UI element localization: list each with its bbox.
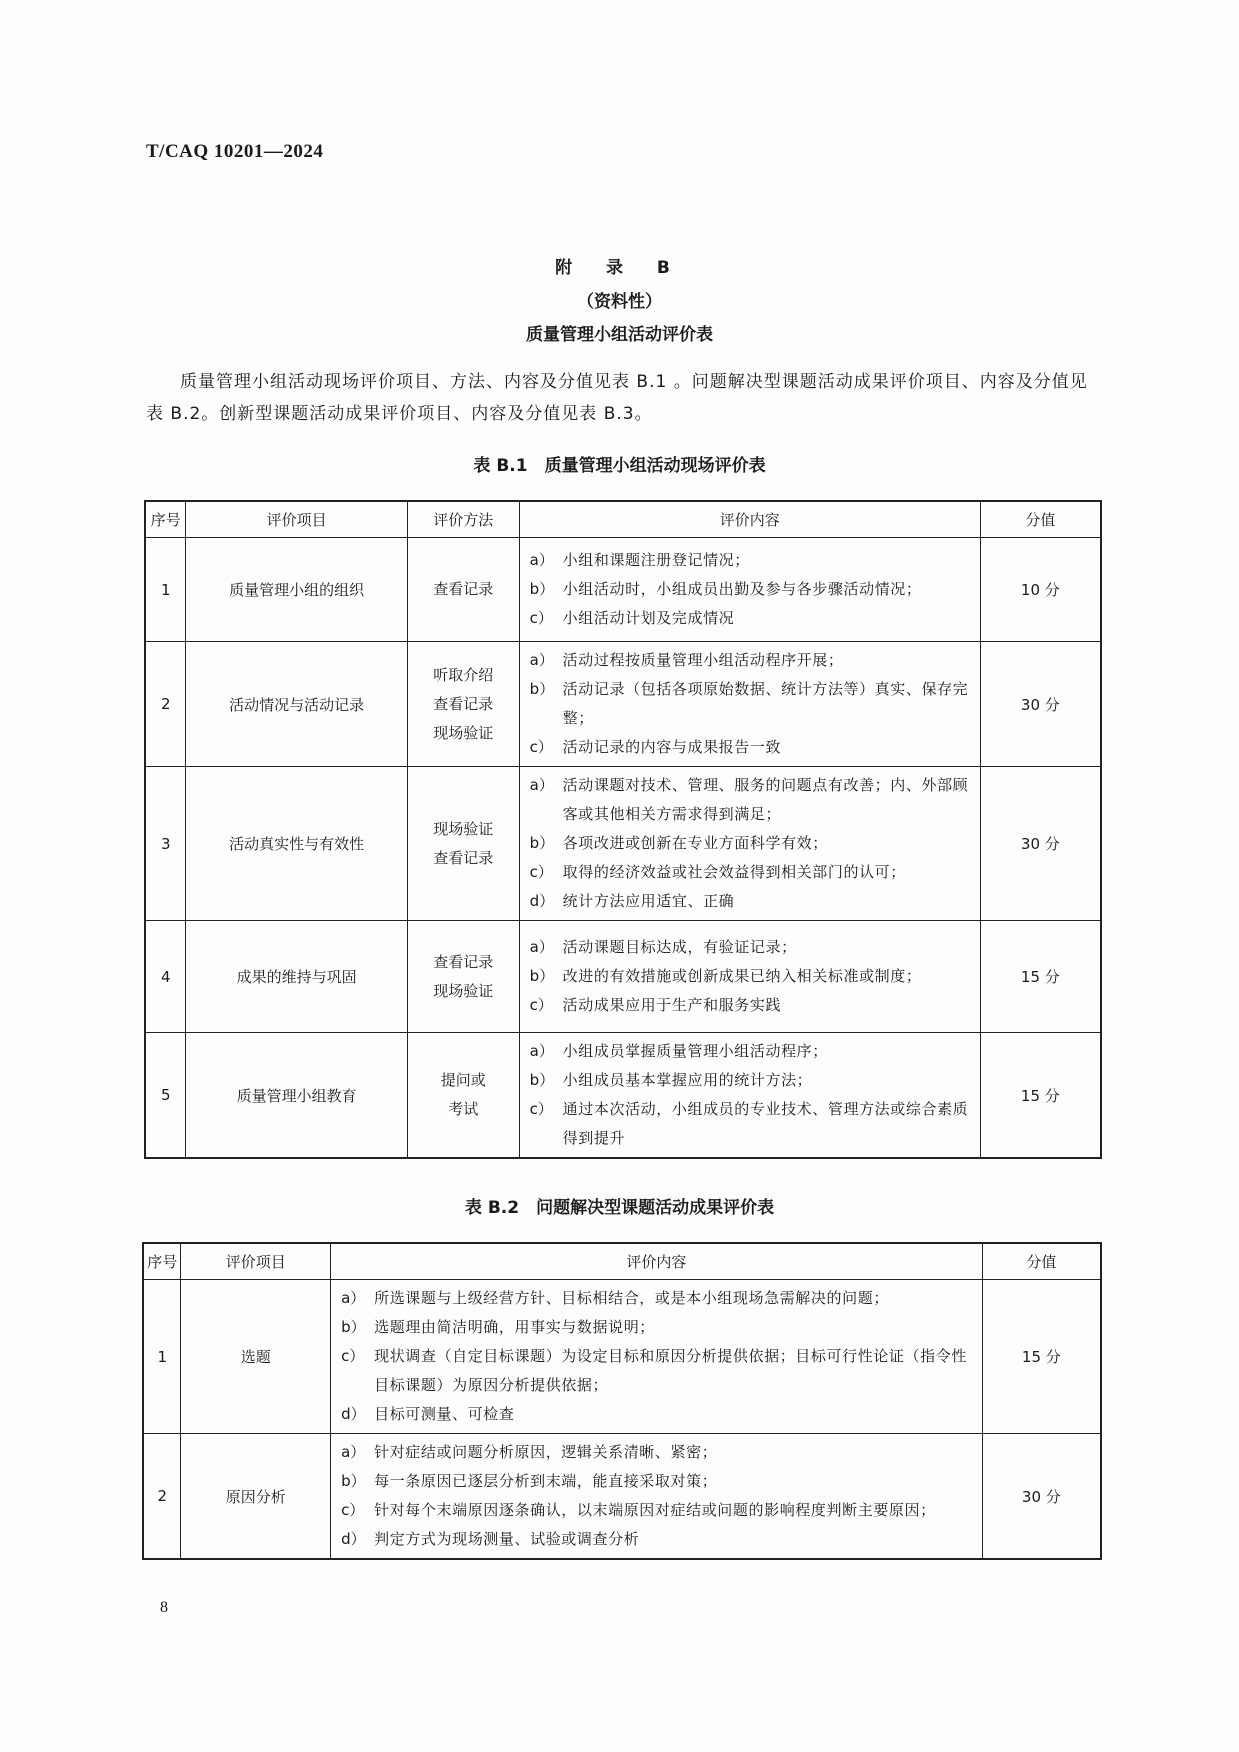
evaluation-method	[407, 1033, 519, 1159]
item-text: 针对症结或问题分析原因，逻辑关系清晰、紧密；	[374, 1443, 718, 1461]
score: 30 分	[980, 767, 1101, 921]
table-b2-header-row	[143, 1243, 1101, 1280]
appendix-title: 质量管理小组活动评价表	[526, 325, 713, 345]
item-label: a）	[529, 651, 554, 669]
content-cell	[331, 1280, 983, 1434]
header-cell: 评价内容	[519, 501, 980, 538]
evaluation-item: 活动情况与活动记录	[186, 642, 407, 767]
item-label: c）	[529, 863, 553, 881]
evaluation-item: 质量管理小组的组织	[186, 538, 407, 642]
item-label: b）	[529, 680, 555, 698]
content-cell	[519, 921, 980, 1033]
item-text: 活动过程按质量管理小组活动程序开展；	[562, 651, 844, 669]
item-label: b）	[529, 967, 555, 985]
header-cell: 分值	[980, 501, 1101, 538]
content-item	[530, 575, 972, 604]
header-cell: 评价项目	[186, 501, 407, 538]
score: 30 分	[980, 642, 1101, 767]
content-item	[341, 1284, 974, 1313]
content-item	[530, 858, 972, 887]
method-line: 查看记录	[433, 694, 494, 713]
row-number: 2	[145, 642, 186, 767]
header-cell: 评价方法	[407, 501, 519, 538]
item-text: 统计方法应用适宜、正确	[562, 892, 735, 910]
appendix-nature: （资料性）	[577, 292, 662, 312]
appendix-label: 附 录 B	[555, 258, 684, 278]
item-text: 改进的有效措施或创新成果已纳入相关标准或制度；	[562, 967, 922, 985]
table-b2-caption: 表 B.2 问题解决型课题活动成果评价表	[464, 1198, 775, 1218]
item-text: 活动课题对技术、管理、服务的问题点有改善；内、外部顾客或其他相关方需求得到满足；	[562, 776, 969, 823]
score: 30 分	[982, 1434, 1101, 1560]
evaluation-item: 选题	[181, 1280, 331, 1434]
item-label: a）	[341, 1443, 366, 1461]
item-text: 目标可测量、可检查	[374, 1405, 515, 1423]
method-line: 现场验证	[433, 981, 494, 1000]
item-label: b）	[341, 1318, 366, 1336]
content-cell	[519, 767, 980, 921]
method-line: 查看记录	[433, 848, 494, 867]
item-label: c）	[529, 1100, 553, 1118]
row-number: 1	[143, 1280, 181, 1434]
item-text: 判定方式为现场测量、试验或调查分析	[374, 1530, 640, 1548]
evaluation-item: 活动真实性与有效性	[186, 767, 407, 921]
evaluation-method	[407, 921, 519, 1033]
content-item	[530, 1095, 972, 1153]
item-text: 现状调查（自定目标课题）为设定目标和原因分析提供依据；目标可行性论证（指令性目标课题）为原因分析提供依据；	[374, 1347, 967, 1394]
evaluation-method	[407, 538, 519, 642]
content-item	[341, 1467, 974, 1496]
item-label: a）	[529, 938, 554, 956]
table-b2	[142, 1242, 1102, 1560]
content-item	[341, 1342, 974, 1400]
table-row	[143, 1280, 1101, 1434]
item-label: c）	[529, 738, 553, 756]
content-item	[530, 1066, 972, 1095]
header-cell: 评价项目	[181, 1243, 331, 1280]
content-item	[530, 887, 972, 916]
content-item	[341, 1438, 974, 1467]
method-line: 查看记录	[433, 580, 494, 598]
evaluation-item: 质量管理小组教育	[186, 1033, 407, 1159]
table-row	[145, 921, 1101, 1033]
table-b1-caption: 表 B.1 质量管理小组活动现场评价表	[473, 456, 766, 476]
content-cell	[519, 1033, 980, 1159]
item-text: 小组和课题注册登记情况；	[562, 551, 750, 569]
item-label: a）	[529, 1042, 554, 1060]
method-line: 查看记录	[433, 952, 494, 971]
content-item	[530, 1037, 972, 1066]
method-line: 听取介绍	[433, 665, 494, 684]
content-item	[341, 1313, 974, 1342]
method-line: 考试	[448, 1100, 479, 1118]
item-label: b）	[341, 1472, 366, 1490]
item-text: 小组成员基本掌握应用的统计方法；	[562, 1071, 813, 1089]
method-line: 提问或	[440, 1071, 486, 1089]
content-item	[530, 546, 972, 575]
item-label: a）	[529, 776, 554, 794]
standard-code: T/CAQ 10201—2024	[146, 141, 324, 162]
item-label: b）	[529, 834, 555, 852]
method-line: 现场验证	[433, 723, 494, 742]
item-label: d）	[341, 1530, 366, 1548]
item-label: d）	[341, 1405, 366, 1423]
content-item	[530, 604, 972, 633]
table-row	[145, 642, 1101, 767]
item-text: 所选课题与上级经营方针、目标相结合，或是本小组现场急需解决的问题；	[374, 1289, 889, 1307]
header-cell: 评价内容	[331, 1243, 983, 1280]
table-row	[145, 1033, 1101, 1159]
content-cell	[519, 642, 980, 767]
score: 15 分	[980, 921, 1101, 1033]
method-line: 现场验证	[433, 819, 494, 838]
header-cell: 分值	[982, 1243, 1101, 1280]
table-b1	[144, 500, 1102, 1159]
row-number: 3	[145, 767, 186, 921]
content-item	[530, 933, 972, 962]
item-text: 小组活动计划及完成情况	[562, 609, 735, 627]
item-text: 通过本次活动，小组成员的专业技术、管理方法或综合素质得到提升	[562, 1100, 969, 1147]
content-item	[530, 991, 972, 1020]
content-item	[341, 1496, 974, 1525]
item-text: 活动成果应用于生产和服务实践	[562, 996, 782, 1014]
evaluation-method	[407, 767, 519, 921]
score: 10 分	[980, 538, 1101, 642]
item-label: b）	[529, 580, 555, 598]
item-text: 选题理由简洁明确，用事实与数据说明；	[374, 1318, 655, 1336]
item-text: 针对每个末端原因逐条确认，以末端原因对症结或问题的影响程度判断主要原因；	[374, 1501, 936, 1519]
row-number: 1	[145, 538, 186, 642]
row-number: 2	[143, 1434, 181, 1560]
header-cell: 序号	[145, 501, 186, 538]
item-text: 小组成员掌握质量管理小组活动程序；	[562, 1042, 828, 1060]
content-item	[530, 675, 972, 733]
intro-paragraph: 质量管理小组活动现场评价项目、方法、内容及分值见表 B.1 。问题解决型课题活动成果评价项目、内容及分值见表 B.2。创新型课题活动成果评价项目、内容及分值见表 B.3。	[146, 372, 1088, 424]
item-label: c）	[341, 1501, 365, 1519]
item-label: c）	[529, 996, 553, 1014]
item-text: 取得的经济效益或社会效益得到相关部门的认可；	[562, 863, 906, 881]
content-cell	[519, 538, 980, 642]
table-b1-header-row	[145, 501, 1101, 538]
content-item	[341, 1400, 974, 1429]
table-row	[143, 1434, 1101, 1560]
score: 15 分	[980, 1033, 1101, 1159]
table-row	[145, 767, 1101, 921]
evaluation-item: 原因分析	[181, 1434, 331, 1560]
page-number: 8	[160, 1599, 168, 1616]
item-label: a）	[341, 1289, 366, 1307]
item-label: c）	[529, 609, 553, 627]
item-text: 活动记录的内容与成果报告一致	[562, 738, 782, 756]
item-text: 活动记录（包括各项原始数据、统计方法等）真实、保存完整；	[562, 680, 969, 727]
item-label: d）	[529, 892, 555, 910]
content-item	[530, 646, 972, 675]
row-number: 4	[145, 921, 186, 1033]
table-row	[145, 538, 1101, 642]
content-item	[341, 1525, 974, 1554]
content-cell	[331, 1434, 983, 1560]
item-text: 各项改进或创新在专业方面科学有效；	[562, 834, 828, 852]
content-item	[530, 829, 972, 858]
content-item	[530, 733, 972, 762]
item-label: c）	[341, 1347, 365, 1365]
evaluation-method	[407, 642, 519, 767]
evaluation-item: 成果的维持与巩固	[186, 921, 407, 1033]
item-text: 每一条原因已逐层分析到末端，能直接采取对策；	[374, 1472, 718, 1490]
header-cell: 序号	[143, 1243, 181, 1280]
item-text: 活动课题目标达成，有验证记录；	[562, 938, 797, 956]
item-label: a）	[529, 551, 554, 569]
content-item	[530, 962, 972, 991]
item-text: 小组活动时，小组成员出勤及参与各步骤活动情况；	[562, 580, 922, 598]
content-item	[530, 771, 972, 829]
row-number: 5	[145, 1033, 186, 1159]
item-label: b）	[529, 1071, 555, 1089]
score: 15 分	[982, 1280, 1101, 1434]
